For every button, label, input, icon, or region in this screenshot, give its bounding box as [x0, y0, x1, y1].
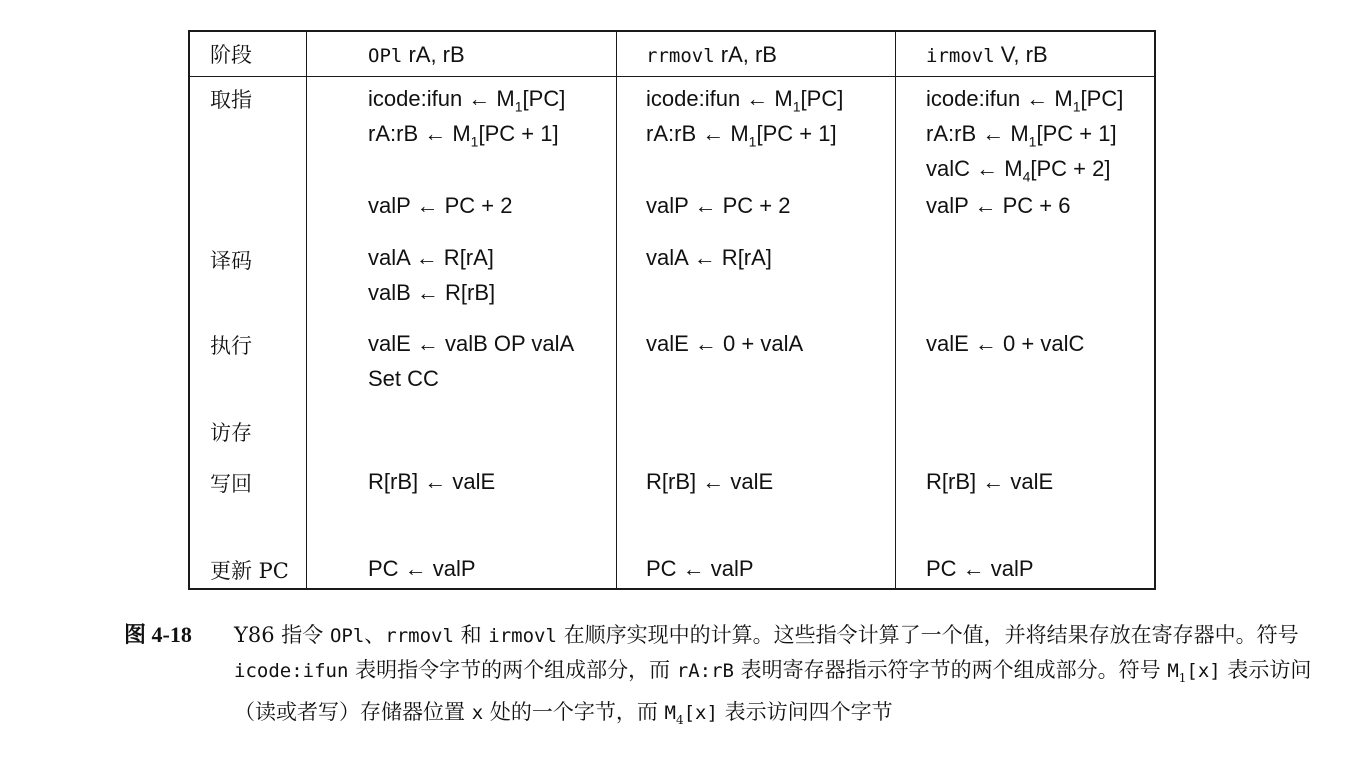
rrmovl-fetch-icode — [646, 84, 843, 121]
caption-part: Y86 指令 — [234, 623, 330, 647]
header-rrmovl — [646, 40, 777, 70]
stage-writeback: 写回 — [210, 472, 252, 496]
opl-decode-valb: valB ← R[rB] — [368, 280, 496, 305]
caption-code: [x] — [683, 702, 718, 725]
rrmovl-fetch-regs-lhs: rA:rB ← M — [646, 121, 749, 146]
opl-fetch-regs-addr: [PC + 1] — [478, 121, 559, 146]
irmovl-writeback: R[rB] ← valE — [926, 469, 1054, 494]
opl-exec-setcc: Set CC — [368, 366, 439, 391]
opl-exec-vale: valE ← valB OP valA — [368, 331, 575, 356]
rrmovl-fetch-regs-sub: 1 — [748, 133, 757, 150]
irmovl-fetch-valc — [926, 154, 1110, 191]
opl-fetch-regs — [368, 119, 559, 156]
caption-code: rA:rB — [676, 660, 734, 682]
opl-fetch-icode-sub: 1 — [514, 98, 523, 115]
rrmovl-exec-vale: valE ← 0 + valA — [646, 331, 804, 356]
irmovl-fetch-regs-sub: 1 — [1028, 133, 1037, 150]
caption-code: OPl — [329, 625, 365, 647]
caption-part: 和 — [453, 623, 489, 647]
stage-execute: 执行 — [210, 334, 252, 358]
rrmovl-update-pc: PC ← valP — [646, 556, 754, 581]
header-rrmovl-mnemonic: rrmovl — [646, 45, 715, 67]
column-divider — [306, 32, 307, 588]
opl-fetch-regs-lhs: rA:rB ← M — [368, 121, 471, 146]
column-divider — [895, 32, 896, 588]
opl-writeback: R[rB] ← valE — [368, 469, 496, 494]
header-stage: 阶段 — [210, 43, 252, 67]
irmovl-exec-vale: valE ← 0 + valC — [926, 331, 1085, 356]
header-irmovl-mnemonic: irmovl — [926, 45, 995, 67]
header-irmovl — [926, 40, 1048, 70]
irmovl-fetch-regs-lhs: rA:rB ← M — [926, 121, 1029, 146]
rrmovl-fetch-icode-sub: 1 — [792, 98, 801, 115]
irmovl-fetch-regs — [926, 119, 1117, 156]
instruction-stage-table — [188, 30, 1156, 590]
opl-update-pc: PC ← valP — [368, 556, 476, 581]
opl-decode-vala: valA ← R[rA] — [368, 245, 494, 270]
opl-fetch-icode-addr: [PC] — [522, 86, 566, 111]
caption-part: 在顺序实现中的计算。这些指令计算了一个值，并将结果存放在寄存器中。符号 — [556, 623, 1299, 647]
header-opl — [368, 40, 465, 70]
column-divider — [616, 32, 617, 588]
caption-code: [x] — [1186, 660, 1221, 682]
figure-number: 图 4-18 — [124, 622, 192, 647]
irmovl-fetch-valp: valP ← PC + 6 — [926, 193, 1071, 218]
irmovl-fetch-valc-lhs: valC ← M — [926, 156, 1023, 181]
header-irmovl-operands: V, rB — [994, 42, 1048, 67]
stage-memory: 访存 — [210, 421, 252, 445]
caption-part: 、 — [364, 623, 386, 647]
rrmovl-fetch-regs-addr: [PC + 1] — [756, 121, 837, 146]
caption-part: 表明寄存器指示符字节的两个组成部分。符号 — [733, 658, 1168, 682]
rrmovl-fetch-icode-lhs: icode:ifun ← M — [646, 86, 793, 111]
irmovl-fetch-icode-sub: 1 — [1072, 98, 1081, 115]
caption-subscript: 1 — [1178, 671, 1187, 686]
caption-part: 表示访问（读或者写）存储器位置 — [234, 658, 1312, 725]
rrmovl-fetch-icode-addr: [PC] — [800, 86, 844, 111]
caption-code: M — [1167, 660, 1179, 682]
opl-fetch-regs-sub: 1 — [470, 133, 479, 150]
rrmovl-decode-vala: valA ← R[rA] — [646, 245, 772, 270]
caption-code: M — [664, 702, 676, 725]
figure-caption — [124, 618, 1339, 737]
header-rrmovl-operands: rA, rB — [714, 42, 777, 67]
rrmovl-fetch-valp: valP ← PC + 2 — [646, 193, 791, 218]
irmovl-fetch-icode-addr: [PC] — [1080, 86, 1124, 111]
header-divider — [190, 76, 1154, 77]
caption-part: 表明指令字节的两个组成部分，而 — [348, 658, 677, 682]
caption-part: 处的一个字节，而 — [483, 700, 665, 725]
caption-code: rrmovl — [385, 625, 454, 647]
stage-update-pc: 更新 PC — [210, 559, 289, 583]
caption-part: 表示访问四个字节 — [717, 700, 893, 725]
irmovl-fetch-valc-addr: [PC + 2] — [1030, 156, 1111, 181]
rrmovl-writeback: R[rB] ← valE — [646, 469, 774, 494]
rrmovl-fetch-regs — [646, 119, 837, 156]
header-opl-mnemonic: OPl — [368, 45, 403, 67]
opl-fetch-icode-lhs: icode:ifun ← M — [368, 86, 515, 111]
irmovl-fetch-icode — [926, 84, 1123, 121]
opl-fetch-icode — [368, 84, 565, 121]
irmovl-update-pc: PC ← valP — [926, 556, 1034, 581]
caption-code: x — [471, 702, 484, 725]
opl-fetch-valp: valP ← PC + 2 — [368, 193, 513, 218]
irmovl-fetch-regs-addr: [PC + 1] — [1036, 121, 1117, 146]
irmovl-fetch-valc-sub: 4 — [1022, 168, 1031, 185]
irmovl-fetch-icode-lhs: icode:ifun ← M — [926, 86, 1073, 111]
caption-code: icode:ifun — [234, 660, 349, 682]
caption-code: irmovl — [488, 625, 557, 647]
header-opl-operands: rA, rB — [402, 42, 465, 67]
stage-fetch: 取指 — [210, 88, 252, 112]
stage-decode: 译码 — [210, 249, 252, 273]
caption-subscript: 4 — [675, 713, 684, 728]
caption-text — [234, 618, 1339, 737]
